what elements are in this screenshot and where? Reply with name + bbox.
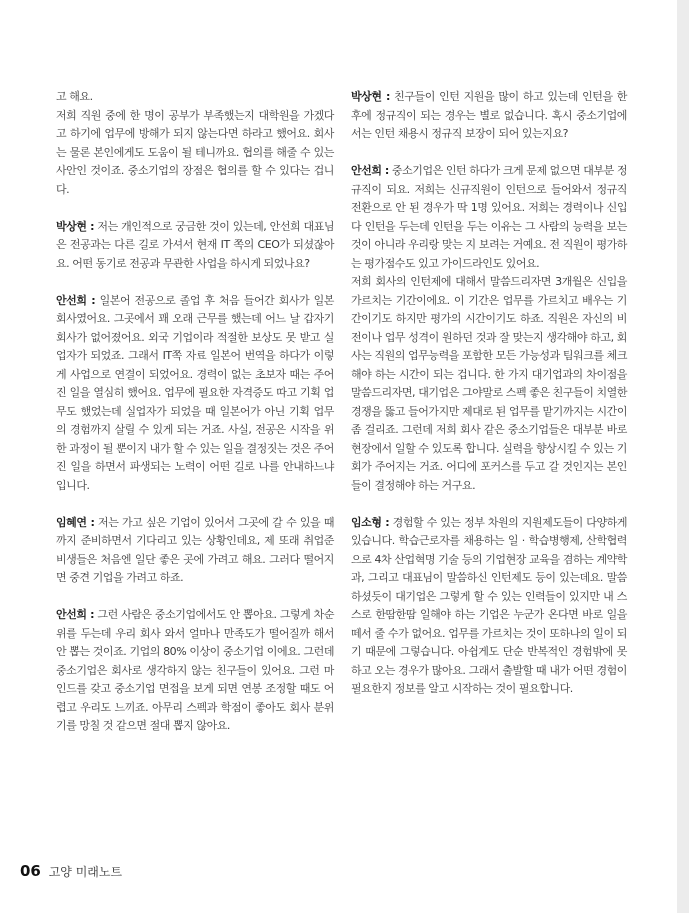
- speaker-name: 안선희 :: [351, 164, 389, 177]
- page-footer: [20, 862, 122, 880]
- speaker-name: 박상현 :: [56, 219, 95, 233]
- paragraph-gap: [351, 144, 627, 163]
- publication-name: 고양 미래노트: [48, 865, 123, 879]
- speaker-name: 안선희 :: [56, 608, 95, 621]
- dialogue-paragraph: [351, 273, 627, 495]
- page-number: 06: [20, 862, 41, 880]
- paragraph-text: 그런 사람은 중소기업에서도 안 뽑아요. 그렇게 차순위를 두는데 우리 회사 와서 얼마나 만족도가 떨어질까 해서 안 뽑는 것이죠. 기업의 80% 이상이 중소기업 이에요. 그런데 중소기업은 회사로 생각하지 않는 친구들이 있어요. 그런 마인드를 갖고 중소기업 면접을 보게 되면 연봉 조정할 때도 어렵고 우리도 느끼죠. 아무리 스펙과 학점이 좋아도 회사 분위기를 망칠 것 같으면 절대 뽑지 않아요.: [56, 608, 334, 732]
- dialogue-paragraph: [56, 514, 334, 588]
- paragraph-gap: [56, 588, 334, 607]
- paragraph-text: 경험할 수 있는 정부 차원의 지원제도들이 다양하게 있습니다. 학습근로자를 채용하는 일 · 학습병행제, 산학협력으로 4차 산업혁명 기술 등의 기업현장 교육을 겸하는 계약학과, 그리고 대표님이 말씀하신 인턴제도 등이 있는데요. 말씀하셨듯이 대기업은 그렇게 할 수 있는 인력들이 있지만 내 스스로 한땀한땀 일해야 하는 기업은 누군가 온다면 바로 일을 떼서 줄 수가 없어요. 업무를 가르치는 것이 또하나의 일이 되기 때문에 그렇습니다. 아쉽게도 단순 반복적인 경험밖에 못하고 오는 경우가 많아요. 그래서 출발할 때 내가 어떤 경험이 필요한지 정보를 알고 시작하는 것이 필요합니다.: [351, 515, 627, 695]
- paragraph-text: 일본어 전공으로 졸업 후 처음 들어간 회사가 일본 회사였어요. 그곳에서 꽤 오래 근무를 했는데 어느 날 갑자기 회사가 없어졌어요. 외국 기업이라 적절한 보상도 못 받고 실업자가 되었죠. 그래서 IT쪽 자료 일본어 번역을 하다가 이렇게 사업으로 연결이 되었어요. 경력이 없는 초보자 때는 주어진 일을 열심히 했어요. 업무에 필요한 자격증도 따고 기획 업무도 했었는데 실업자가 되었을 때 일본어가 아닌 기획 업무의 경험까지 살릴 수 있게 되는 거죠. 사실, 전공은 시작을 위한 과정이 될 뿐이지 내가 할 수 있는 일을 결정짓는 것은 주어진 일을 하면서 파생되는 노력이 어떤 길로 나를 안내하느냐 입니다.: [56, 293, 334, 492]
- paragraph-text: 저는 개인적으로 궁금한 것이 있는데, 안선희 대표님은 전공과는 다른 길로 가셔서 현재 IT 쪽의 CEO가 되셨잖아요. 어떤 동기로 전공과 무관한 사업을 하시게 되었나요?: [56, 219, 334, 270]
- speaker-name: 임소형 :: [351, 515, 390, 529]
- dialogue-paragraph: [56, 88, 334, 107]
- dialogue-paragraph: [56, 218, 334, 274]
- dialogue-paragraph: [351, 162, 627, 273]
- dialogue-paragraph: [351, 514, 627, 699]
- speaker-name: 임혜연 :: [56, 515, 95, 529]
- paragraph-text: 고 해요.: [56, 90, 93, 103]
- right-column: [351, 88, 627, 699]
- paragraph-gap: [351, 495, 627, 514]
- paragraph-gap: [56, 495, 334, 514]
- paragraph-text: 친구들이 인턴 지원을 많이 하고 있는데 인턴을 한 후에 정규직이 되는 경우는 별로 없습니다. 혹시 중소기업에서는 인턴 채용시 정규직 보장이 되어 있는지요?: [351, 90, 627, 140]
- dialogue-paragraph: [56, 292, 334, 496]
- left-column: [56, 88, 334, 736]
- speaker-name: 안선희 :: [56, 293, 96, 307]
- paragraph-text: 저희 직원 중에 한 명이 공부가 부족했는지 대학원을 가겠다고 하기에 업무에 방해가 되지 않는다면 하라고 했어요. 회사는 물론 본인에게도 도움이 될 테니까요. 협의를 해줄 수 있는 사안인 것이죠. 중소기업의 장점은 협의를 할 수 있다는 겁니다.: [56, 108, 334, 196]
- dialogue-paragraph: [56, 107, 334, 200]
- speaker-name: 박상현 :: [351, 90, 390, 103]
- paragraph-gap: [56, 273, 334, 292]
- paragraph-text: 저희 회사의 인턴제에 대해서 말씀드리자면 3개월은 신입을 가르치는 기간이에요. 이 기간은 업무를 가르치고 배우는 기간이기도 하지만 평가의 시간이기도 하죠. 직원은 자신의 비전이나 업무 성격이 원하던 것과 잘 맞는지 생각해야 하고, 회사는 직원의 업무능력을 포함한 모든 가능성과 팀워크를 체크해야 하는 시간이 되는 겁니다. 한 가지 대기업과의 차이점을 말씀드리자면, 대기업은 그야말로 스펙 좋은 친구들이 치열한 경쟁을 뚫고 들어가지만 제대로 된 업무를 맡기까지는 시간이 좀 걸리죠. 그런데 저희 회사 같은 중소기업들은 대부분 바로 현장에서 일할 수 있도록 합니다. 실력을 향상시킬 수 있는 기회가 주어지는 거죠. 어디에 포커스를 두고 갈 것인지는 본인들이 결정해야 하는 거구요.: [351, 275, 627, 492]
- paragraph-text: 중소기업은 인턴 하다가 크게 문제 없으면 대부분 정규직이 되요. 저희는 신규직원이 인턴으로 들어와서 정규직 전환으로 안 된 경우가 딱 1명 있어요. 저희는 경력이나 신입 다 인턴을 두는데 인턴을 두는 이유는 그 사람의 능력을 보는 것이 아니라 우리랑 맞는 지 보려는 거예요. 전 직원이 평가하는 평가점수도 있고 가이드라인도 있어요.: [351, 164, 627, 270]
- dialogue-paragraph: [351, 88, 627, 144]
- dialogue-paragraph: [56, 606, 334, 736]
- page-edge-strip: [677, 0, 689, 913]
- paragraph-text: 저는 가고 싶은 기업이 있어서 그곳에 갈 수 있을 때까지 준비하면서 기다리고 있는 상황인데요, 제 또래 취업준비생들은 처음엔 일단 좋은 곳에 가려고 해요. 그러다 떨어지면 중견 기업을 가려고 하죠.: [56, 515, 335, 584]
- paragraph-gap: [56, 199, 334, 218]
